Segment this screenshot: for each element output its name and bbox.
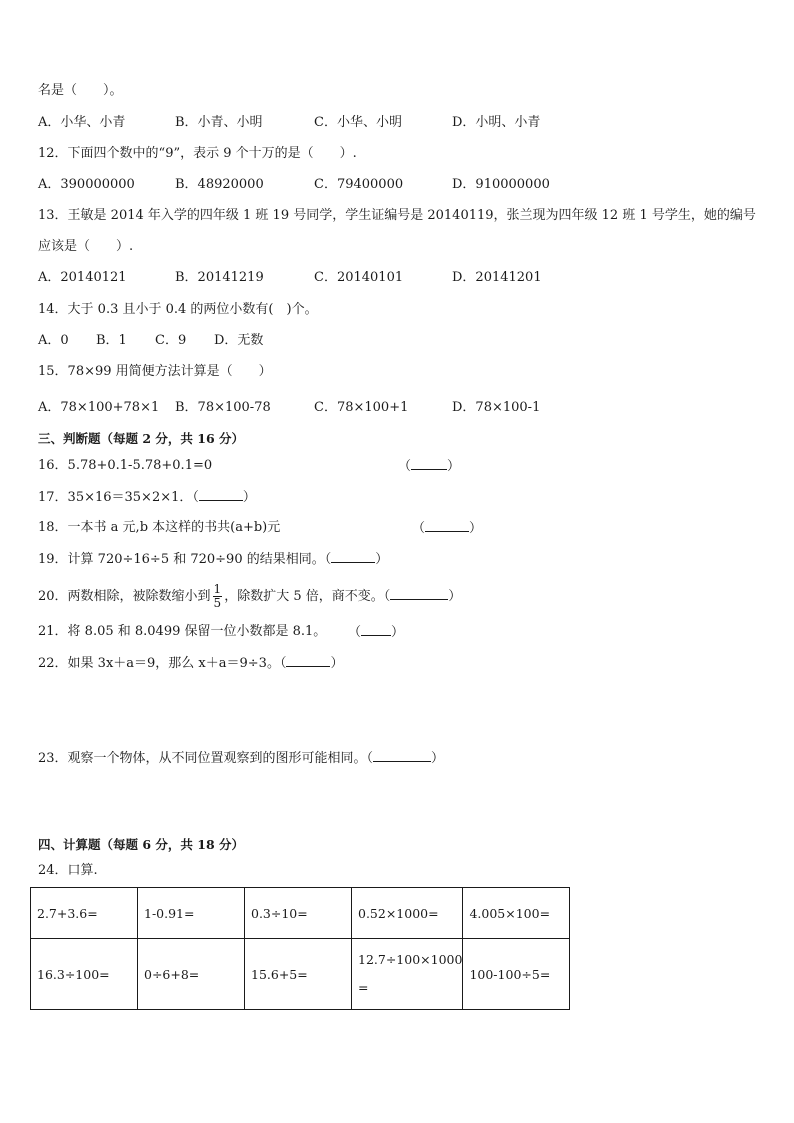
- answer-blank[interactable]: [331, 550, 375, 563]
- option-d[interactable]: D．小明、小青: [452, 115, 541, 130]
- option-d[interactable]: D．20141201: [452, 270, 542, 285]
- q14-stem: 14．大于 0.3 且小于 0.4 的两位小数有( )个。: [38, 302, 318, 317]
- option-d[interactable]: D．无数: [214, 333, 264, 348]
- table-cell[interactable]: 4.005×100=: [463, 888, 570, 939]
- option-b[interactable]: B．1: [96, 333, 127, 348]
- option-b[interactable]: B．20141219: [175, 270, 264, 285]
- section-title-calculation: 四、计算题（每题 6 分，共 18 分）: [38, 837, 245, 852]
- answer-blank[interactable]: [390, 587, 448, 600]
- q11-continuation: 名是（ ）。: [38, 83, 123, 98]
- option-b[interactable]: B．小青、小明: [175, 115, 263, 130]
- q18-text: 18．一本书 a 元,b 本这样的书共(a+b)元: [38, 520, 281, 535]
- q15-stem: 15．78×99 用简便方法计算是（ ）: [38, 364, 272, 379]
- table-cell[interactable]: 16.3÷100=: [31, 939, 138, 1010]
- q21-answer: （ ）: [348, 625, 405, 640]
- option-b[interactable]: B．78×100-78: [175, 400, 271, 415]
- q13-stem-line2: 应该是（ ）.: [38, 239, 134, 254]
- option-d[interactable]: D．910000000: [452, 177, 550, 192]
- q23-text: 23．观察一个物体，从不同位置观察到的图形可能相同。（ ）: [38, 751, 445, 766]
- table-row: [31, 939, 570, 1010]
- table-cell[interactable]: 100-100÷5=: [463, 939, 570, 1010]
- answer-blank[interactable]: [361, 623, 391, 636]
- q17-text: 17．35×16＝35×2×1．（ ）: [38, 490, 256, 505]
- option-b[interactable]: B．48920000: [175, 177, 264, 192]
- answer-blank[interactable]: [425, 519, 469, 532]
- table-cell[interactable]: 1-0.91=: [138, 888, 245, 939]
- table-row: [31, 888, 570, 939]
- section-title-judgement: 三、判断题（每题 2 分，共 16 分）: [38, 431, 245, 446]
- option-a[interactable]: A．0: [38, 333, 69, 348]
- q20-text: 20．两数相除，被除数缩小到 $\frac{1}{5}$ ，除数扩大 5 倍，商不变。（ ）: [38, 582, 462, 610]
- fraction-one-fifth: $\frac{1}{5}$: [213, 582, 222, 610]
- mental-math-table: [30, 887, 570, 1010]
- option-a[interactable]: A．20140121: [38, 270, 127, 285]
- q19-text: 19．计算 720÷16÷5 和 720÷90 的结果相同。（ ）: [38, 552, 389, 567]
- table-cell[interactable]: 0.52×1000=: [352, 888, 463, 939]
- option-d[interactable]: D．78×100-1: [452, 400, 541, 415]
- q12-stem: 12．下面四个数中的“9”，表示 9 个十万的是（ ）.: [38, 146, 357, 161]
- answer-blank[interactable]: [286, 654, 330, 667]
- q13-stem-line1: 13．王敏是 2014 年入学的四年级 1 班 19 号同学，学生证编号是 20140119，张兰现为四年级 12 班 1 号学生，她的编号: [38, 208, 756, 223]
- option-c[interactable]: C．9: [155, 333, 187, 348]
- table-cell[interactable]: 12.7÷100×1000 =: [352, 939, 463, 1010]
- table-cell[interactable]: 0.3÷10=: [245, 888, 352, 939]
- q16-text: 16．5.78+0.1-5.78+0.1=0: [38, 458, 213, 473]
- q18-answer: （ ）: [412, 521, 483, 536]
- table-cell[interactable]: 15.6+5=: [245, 939, 352, 1010]
- q22-text: 22．如果 3x＋a＝9，那么 x＋a＝9÷3。（ ）: [38, 656, 344, 671]
- option-a[interactable]: A．小华、小青: [38, 115, 126, 130]
- option-c[interactable]: C．小华、小明: [314, 115, 402, 130]
- answer-blank[interactable]: [373, 749, 431, 762]
- option-c[interactable]: C．78×100+1: [314, 400, 409, 415]
- answer-blank[interactable]: [199, 488, 243, 501]
- option-a[interactable]: A．390000000: [38, 177, 135, 192]
- option-a[interactable]: A．78×100+78×1: [38, 400, 160, 415]
- option-c[interactable]: C．20140101: [314, 270, 404, 285]
- q21-text: 21．将 8.05 和 8.0499 保留一位小数都是 8.1。: [38, 624, 327, 639]
- q24-stem: 24．口算.: [38, 863, 98, 878]
- q16-answer: （ ）: [398, 459, 461, 474]
- table-cell[interactable]: 0÷6+8=: [138, 939, 245, 1010]
- table-cell[interactable]: 2.7+3.6=: [31, 888, 138, 939]
- option-c[interactable]: C．79400000: [314, 177, 404, 192]
- answer-blank[interactable]: [411, 457, 447, 470]
